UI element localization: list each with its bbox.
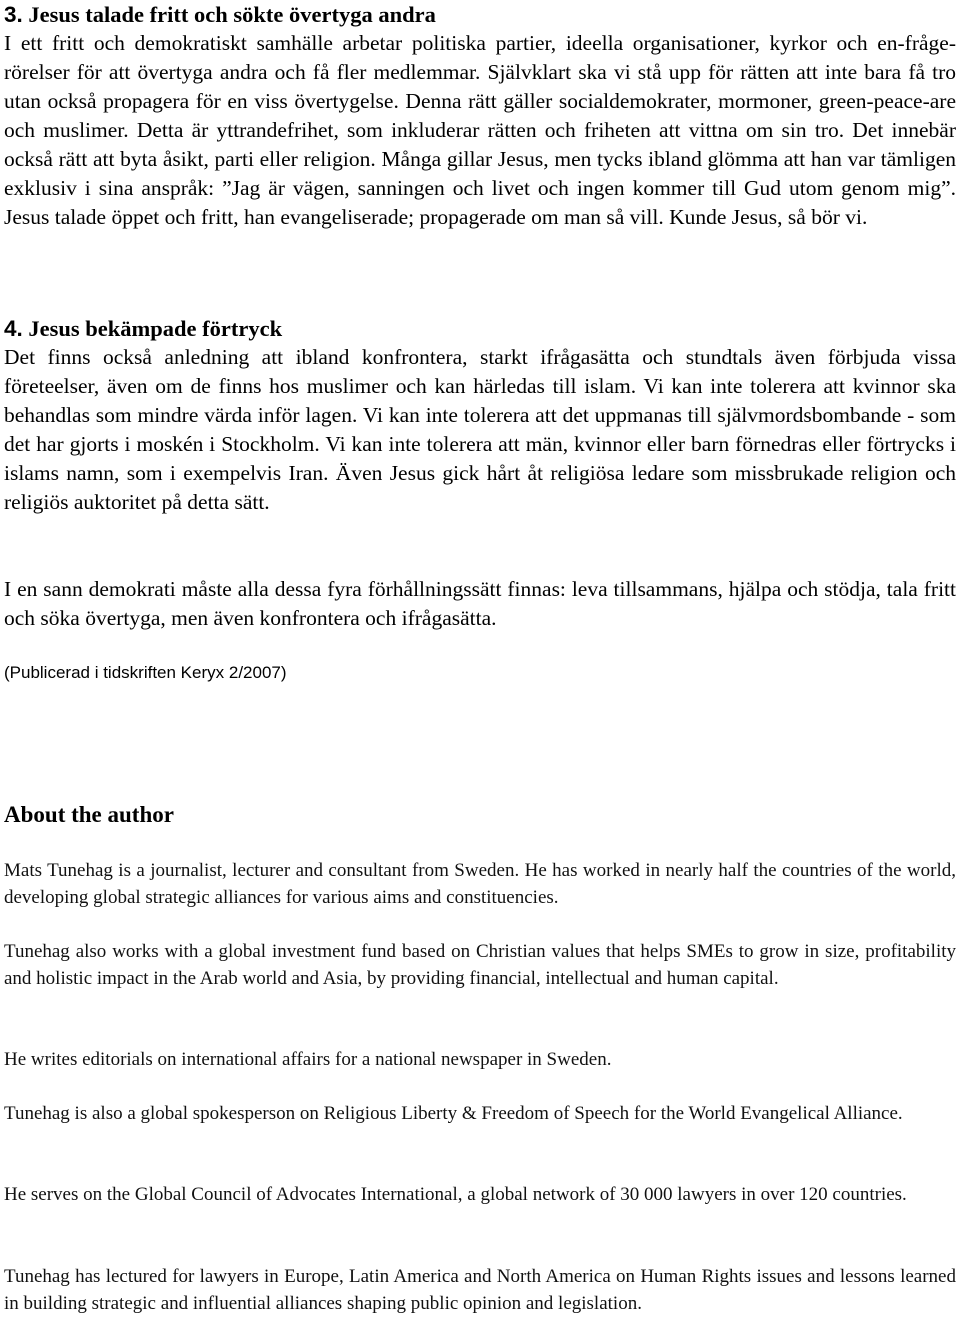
- author-paragraph-2-block: [4, 939, 956, 992]
- conclusion: [4, 575, 956, 633]
- author-section-heading: [4, 800, 956, 830]
- section-4-heading: [4, 314, 956, 343]
- author-paragraph-5: He serves on the Global Council of Advocates International, a global network of 30 000 lawyers in over 120 countries.: [4, 1184, 907, 1205]
- section-3-heading: [4, 0, 956, 29]
- author-paragraph-3: He writes editorials on international affairs for a national newspaper in Sweden.: [4, 1049, 612, 1070]
- author-paragraph-6: Tunehag has lectured for lawyers in Europe, Latin America and North America on Human Rights issues and lessons learned in building strategic and influential alliances shaping public opinion and legislation.: [4, 1266, 956, 1314]
- section-3-title: Jesus talade fritt och sökte övertyga andra: [28, 2, 436, 27]
- section-4: [4, 314, 956, 517]
- publication-note: [4, 661, 956, 685]
- section-4-number: 4.: [4, 316, 23, 341]
- author-paragraph-3-block: [4, 1047, 956, 1074]
- publication-citation: (Publicerad i tidskriften Keryx 2/2007): [4, 663, 287, 682]
- author-paragraph-4-block: [4, 1101, 956, 1128]
- author-heading: About the author: [4, 802, 174, 827]
- section-4-title: Jesus bekämpade förtryck: [28, 316, 283, 341]
- section-3-body: I ett fritt och demokratiskt samhälle arbetar politiska partier, ideella organisationer, kyrkor och en-fråge-rörelser för att övertyga andra och få fler medlemmar. Självklart ska vi stå upp för rätten att inte bara få tro utan också propagera för en viss övertygelse. Denna rätt gäller socialdemokrater, mormoner, green-peace-are och muslimer. Detta är yttrandefrihet, som inkluderar rätten och friheten att vittna om sin tro. Det innebär också rätt att byta åsikt, parti eller religion. Många gillar Jesus, men tycks ibland glömma att han var tämligen exklusiv i sina anspråk: ”Jag är vägen, sanningen och livet och ingen kommer till Gud utom genom mig”. Jesus talade öppet och fritt, han evangeliserade; propagerade om man så vill. Kunde Jesus, så bör vi.: [4, 31, 956, 229]
- author-paragraph-2: Tunehag also works with a global investment fund based on Christian values that helps SMEs to grow in size, profitability and holistic impact in the Arab world and Asia, by providing financial, intellectual and human capital.: [4, 941, 956, 989]
- author-paragraph-5-block: [4, 1182, 956, 1209]
- section-3: [4, 0, 956, 232]
- author-paragraph-4: Tunehag is also a global spokesperson on Religious Liberty & Freedom of Speech for the World Evangelical Alliance.: [4, 1103, 903, 1124]
- author-paragraph-6-block: [4, 1264, 956, 1317]
- section-3-number: 3.: [4, 2, 23, 27]
- section-4-body: Det finns också anledning att ibland konfrontera, starkt ifrågasätta och stundtals även förbjuda vissa företeelser, även om de finns hos muslimer och kan härledas till islam. Vi kan inte tolerera att kvinnor ska behandlas som mindre värda inför lagen. Vi kan inte tolerera att det uppmanas till självmordsbombande - som det har gjorts i moskén i Stockholm. Vi kan inte tolerera att män, kvinnor eller barn förnedras eller förtrycks i islams namn, som i exempelvis Iran. Även Jesus gick hårt åt religiösa ledare som missbrukade religion och religiös auktoritet på detta sätt.: [4, 345, 956, 514]
- author-paragraph-1-block: [4, 858, 956, 911]
- author-paragraph-1: Mats Tunehag is a journalist, lecturer and consultant from Sweden. He has worked in nearly half the countries of the world, developing global strategic alliances for various aims and constituencies.: [4, 860, 956, 908]
- conclusion-paragraph: I en sann demokrati måste alla dessa fyra förhållningssätt finnas: leva tillsammans, hjälpa och stödja, tala fritt och söka övertyga, men även konfrontera och ifrågasätta.: [4, 577, 956, 630]
